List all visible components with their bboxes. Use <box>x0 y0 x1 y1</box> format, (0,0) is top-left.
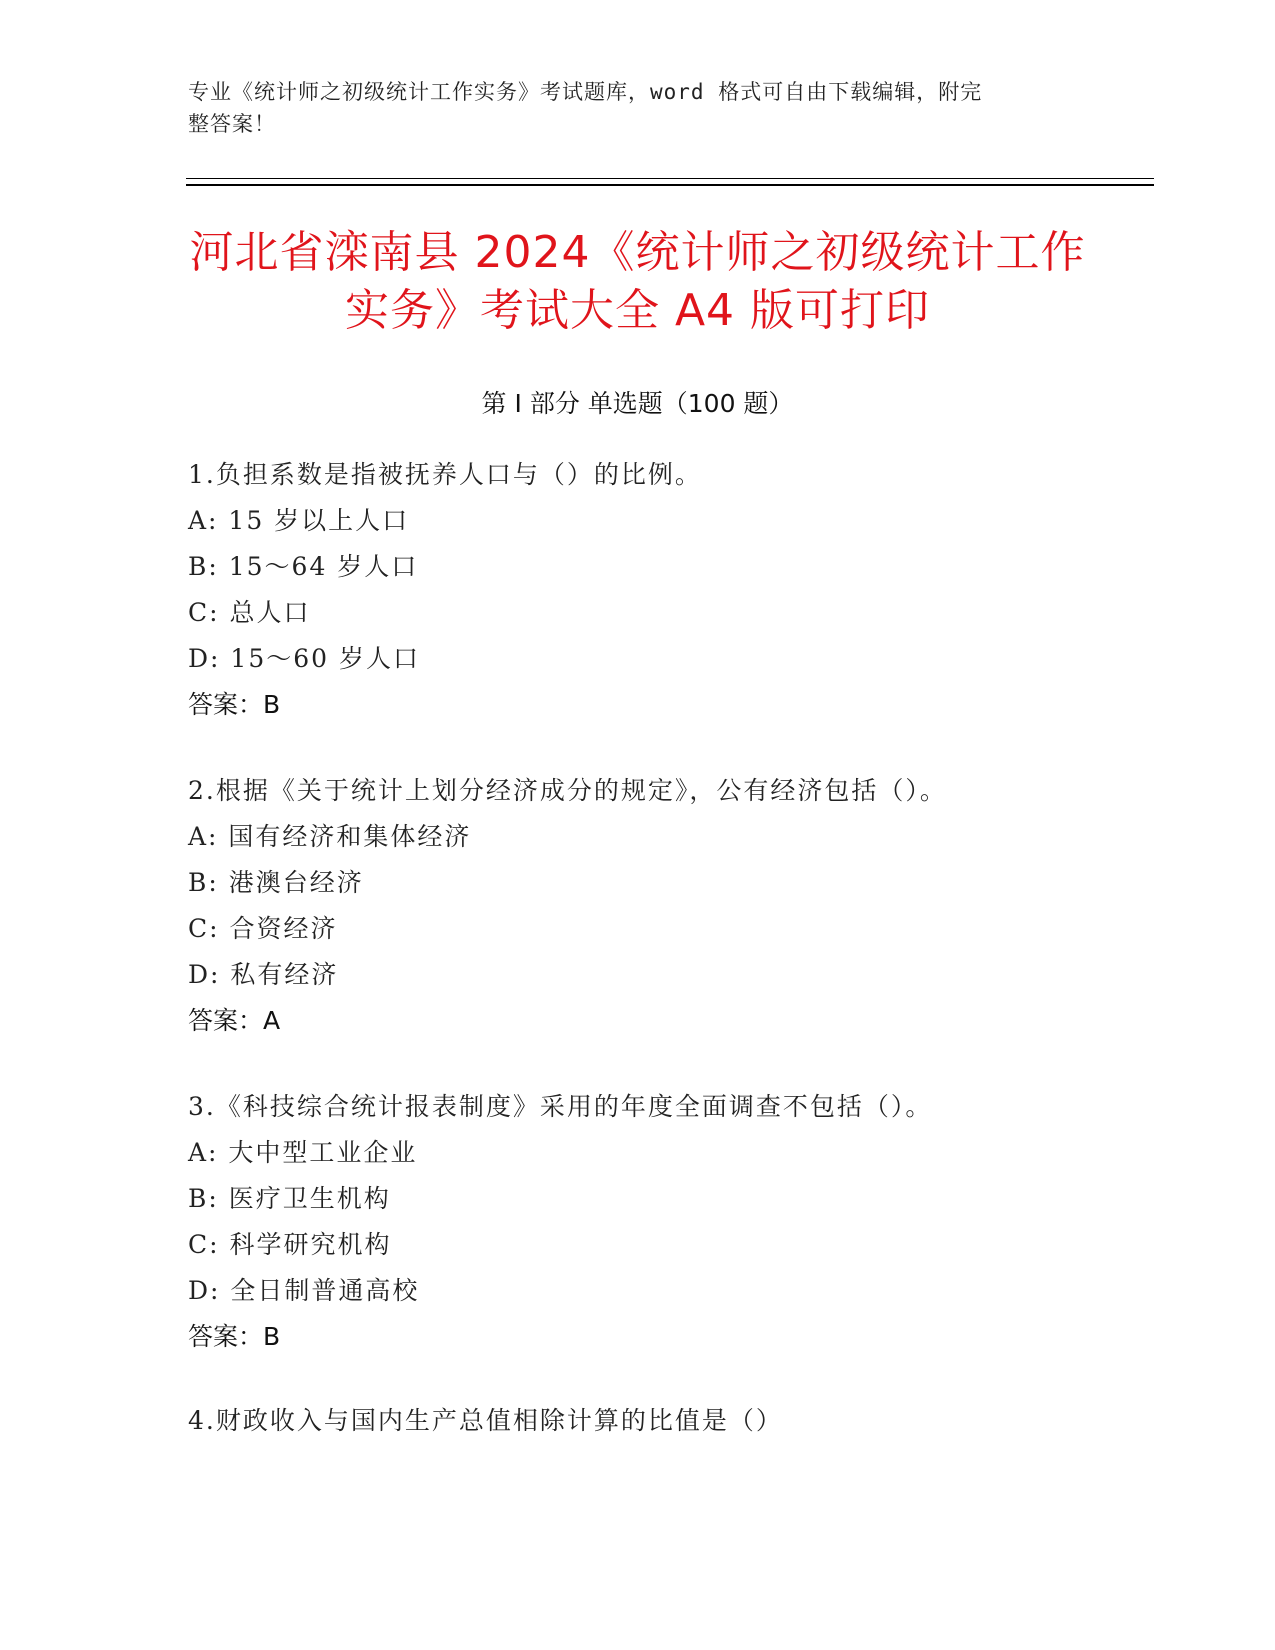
header-note <box>188 76 1068 140</box>
option-b: B: 15～64 岁人口 <box>188 552 419 581</box>
option-b: B: 港澳台经济 <box>188 868 364 897</box>
answer: 答案：B <box>188 690 281 719</box>
question-stem: 4.财政收入与国内生产总值相除计算的比值是（） <box>188 1406 783 1435</box>
header-note-line-1: 专业《统计师之初级统计工作实务》考试题库，word 格式可自由下载编辑，附完 <box>188 80 983 104</box>
question-3 <box>188 1084 1148 1360</box>
question-1 <box>188 452 1148 728</box>
option-a: A: 国有经济和集体经济 <box>188 822 472 851</box>
option-d: D: 15～60 岁人口 <box>188 644 420 673</box>
header-divider-thin <box>186 178 1154 179</box>
section-heading: 第 I 部分 单选题（100 题） <box>481 389 794 418</box>
option-c: C: 合资经济 <box>188 914 338 943</box>
question-4 <box>188 1398 1148 1444</box>
answer: 答案：A <box>188 1006 281 1035</box>
question-stem: 3.《科技综合统计报表制度》采用的年度全面调查不包括（）。 <box>188 1092 933 1121</box>
answer: 答案：B <box>188 1322 281 1351</box>
question-stem: 2.根据《关于统计上划分经济成分的规定》，公有经济包括（）。 <box>188 776 947 805</box>
document-title <box>150 224 1125 340</box>
header-divider-thick <box>186 184 1154 186</box>
option-a: A: 大中型工业企业 <box>188 1138 418 1167</box>
option-a: A: 15 岁以上人口 <box>188 506 410 535</box>
option-b: B: 医疗卫生机构 <box>188 1184 391 1213</box>
question-2 <box>188 768 1148 1044</box>
option-c: C: 科学研究机构 <box>188 1230 392 1259</box>
option-d: D: 私有经济 <box>188 960 339 989</box>
document-title-line-1: 河北省滦南县 2024《统计师之初级统计工作 <box>189 227 1086 278</box>
option-d: D: 全日制普通高校 <box>188 1276 420 1305</box>
header-note-line-2: 整答案！ <box>188 112 276 136</box>
option-c: C: 总人口 <box>188 598 311 627</box>
document-title-line-2: 实务》考试大全 A4 版可打印 <box>344 285 931 336</box>
question-stem: 1.负担系数是指被抚养人口与（）的比例。 <box>188 460 702 489</box>
